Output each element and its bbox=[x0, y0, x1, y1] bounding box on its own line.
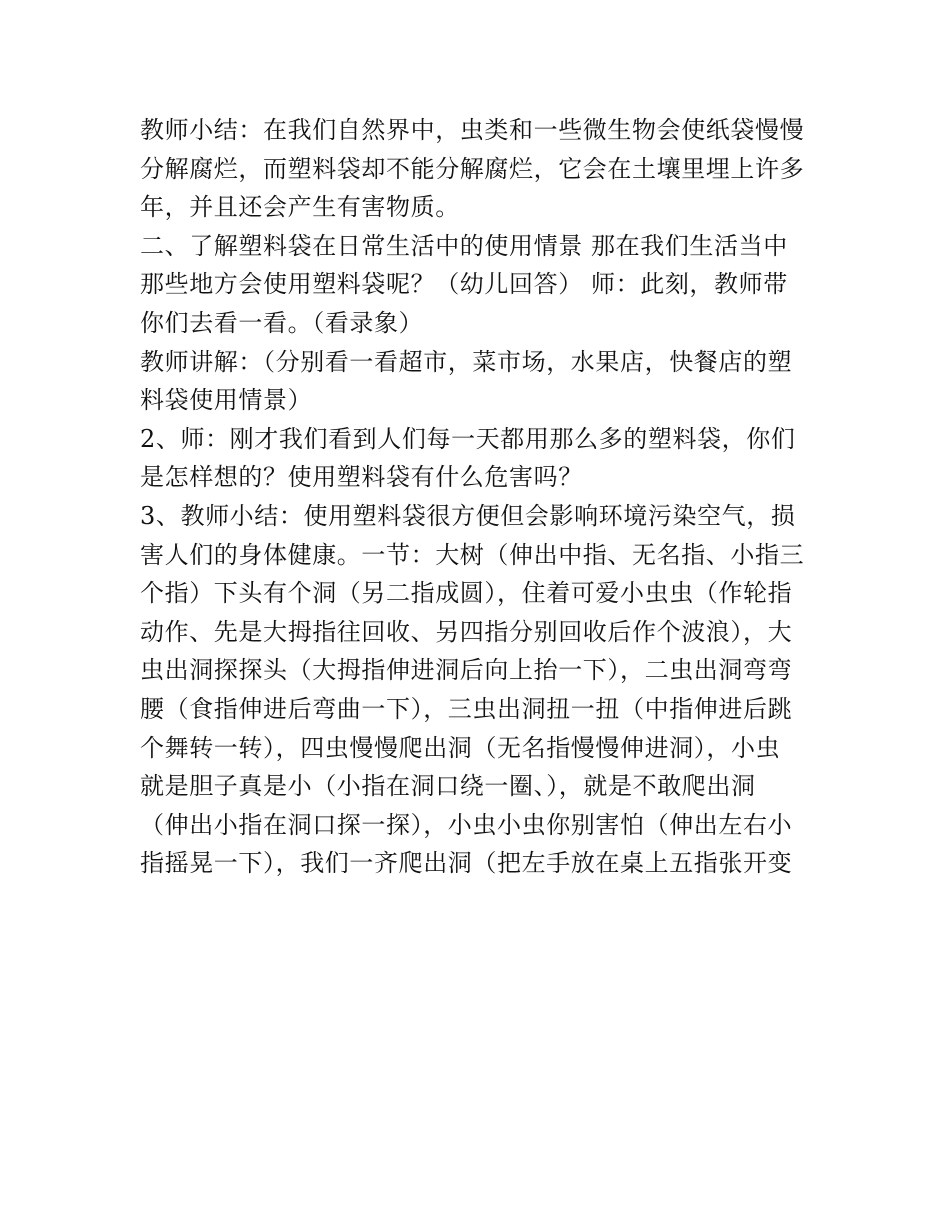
text-line: 个指）下头有个洞（另二指成圆），住着可爱小虫虫（作轮指 bbox=[140, 579, 793, 608]
text-line: 教师讲解：（分别看一看超市，菜市场，水果店，快餐店的塑 bbox=[140, 347, 793, 376]
text-line: 害人们的身体健康。一节：大树（伸出中指、无名指、小指三 bbox=[140, 540, 805, 569]
text-line: 腰（食指伸进后弯曲一下），三虫出洞扭一扭（中指伸进后跳 bbox=[140, 694, 793, 723]
text-line: 教师小结：在我们自然界中，虫类和一些微生物会使纸袋慢慢 bbox=[140, 116, 805, 144]
text-line: （伸出小指在洞口探一探），小虫小虫你别害怕（伸出左右小 bbox=[140, 810, 793, 839]
text-line: 二、了解塑料袋在日常生活中的使用情景 那在我们生活当中 bbox=[140, 231, 788, 260]
text-line: 3、教师小结：使用塑料袋很方便但会影响环境污染空气，损 bbox=[140, 501, 796, 530]
text-line: 是怎样想的？使用塑料袋有什么危害吗？ bbox=[140, 463, 583, 492]
text-line: 你们去看一看。（看录象） bbox=[140, 308, 424, 337]
text-line: 分解腐烂，而塑料袋却不能分解腐烂，它会在土壤里埋上许多 bbox=[140, 154, 805, 183]
text-line: 个舞转一转），四虫慢慢爬出洞（无名指慢慢伸进洞），小虫 bbox=[140, 733, 781, 762]
document-body bbox=[140, 111, 830, 883]
text-line: 年，并且还会产生有害物质。 bbox=[140, 193, 460, 222]
text-line: 就是胆子真是小（小指在洞口绕一圈、），就是不敢爬出洞 bbox=[140, 772, 756, 801]
text-line: 动作、先是大拇指往回收、另四指分别回收后作个波浪），大 bbox=[140, 617, 793, 646]
text-line: 料袋使用情景） bbox=[140, 386, 313, 415]
text-line: 指摇晃一下），我们一齐爬出洞（把左手放在桌上五指张开变 bbox=[140, 849, 793, 878]
text-line: 那些地方会使用塑料袋呢？（幼儿回答） 师：此刻，教师带 bbox=[140, 270, 788, 299]
text-line: 虫出洞探探头（大拇指伸进洞后向上抬一下），二虫出洞弯弯 bbox=[140, 656, 793, 685]
text-line: 2、师：刚才我们看到人们每一天都用那么多的塑料袋，你们 bbox=[140, 424, 796, 453]
